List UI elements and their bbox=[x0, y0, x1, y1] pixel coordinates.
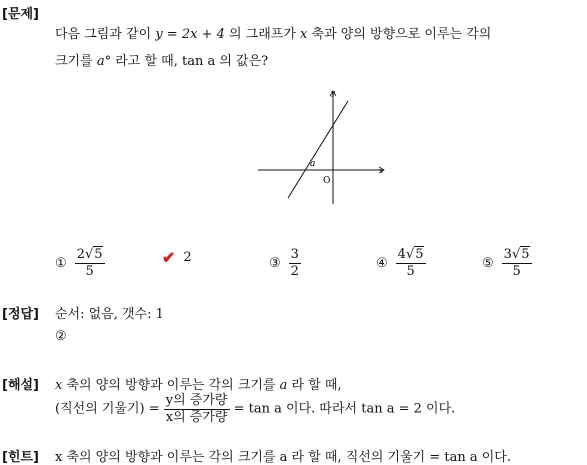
answer-line-2: ② bbox=[55, 329, 67, 344]
choice-4-number: ④ bbox=[376, 255, 388, 271]
hint-label: [힌트] bbox=[2, 450, 39, 465]
line-graph bbox=[255, 86, 390, 206]
choice-3[interactable] bbox=[269, 248, 301, 278]
choice-4[interactable] bbox=[376, 248, 426, 278]
y-axis-label: y bbox=[331, 89, 335, 97]
graph-line bbox=[288, 101, 348, 198]
choice-1-number: ① bbox=[55, 255, 67, 271]
choice-3-fraction: $\frac{3}{2}$ bbox=[290, 247, 299, 279]
problem-line-1: 다음 그림과 같이 y = 2x + 4 의 그래프가 x 축과 양의 방향으로 이루는 각의 bbox=[55, 27, 492, 42]
answer-label: [정답] bbox=[2, 307, 39, 322]
slope-fraction: $\frac{\text{y의 증가량}}{\text{x의 증가량}}$ bbox=[165, 393, 228, 425]
explanation-line-1: x 축의 양의 방향과 이루는 각의 크기를 a 라 할 때, bbox=[55, 378, 342, 393]
choice-2-value: 2 bbox=[183, 250, 192, 265]
check-icon: ✔ bbox=[162, 248, 176, 267]
x-axis-label: x bbox=[379, 167, 383, 175]
hint-text: x 축의 양의 방향과 이루는 각의 크기를 a 라 할 때, 직선의 기울기 = tan a 이다. bbox=[55, 450, 511, 465]
explanation-label: [해설] bbox=[2, 378, 39, 393]
choice-5-number: ⑤ bbox=[482, 255, 494, 271]
problem-line-2: 크기를 a° 라고 할 때, tan a 의 값은? bbox=[55, 54, 269, 69]
explanation-line-2: (직선의 기울기) = $\frac{\text{y의 증가량}}{\text{x의 증가량}}$ = tan a 이다. 따라서 tan a = 2 이다. bbox=[55, 393, 456, 425]
origin-label: O bbox=[323, 176, 331, 186]
choice-5[interactable] bbox=[482, 248, 532, 278]
choice-1-fraction: $\frac{2√5}{5}$ bbox=[76, 247, 103, 279]
choice-5-fraction: $\frac{3√5}{5}$ bbox=[503, 247, 530, 279]
choice-4-fraction: $\frac{4√5}{5}$ bbox=[397, 247, 424, 279]
choice-1[interactable] bbox=[55, 248, 105, 278]
answer-line-1: 순서: 없음, 갯수: 1 bbox=[55, 307, 164, 322]
angle-label: a bbox=[310, 159, 316, 169]
choice-3-number: ③ bbox=[269, 255, 281, 271]
problem-label: [문제] bbox=[2, 7, 39, 22]
choice-2[interactable] bbox=[162, 248, 192, 267]
